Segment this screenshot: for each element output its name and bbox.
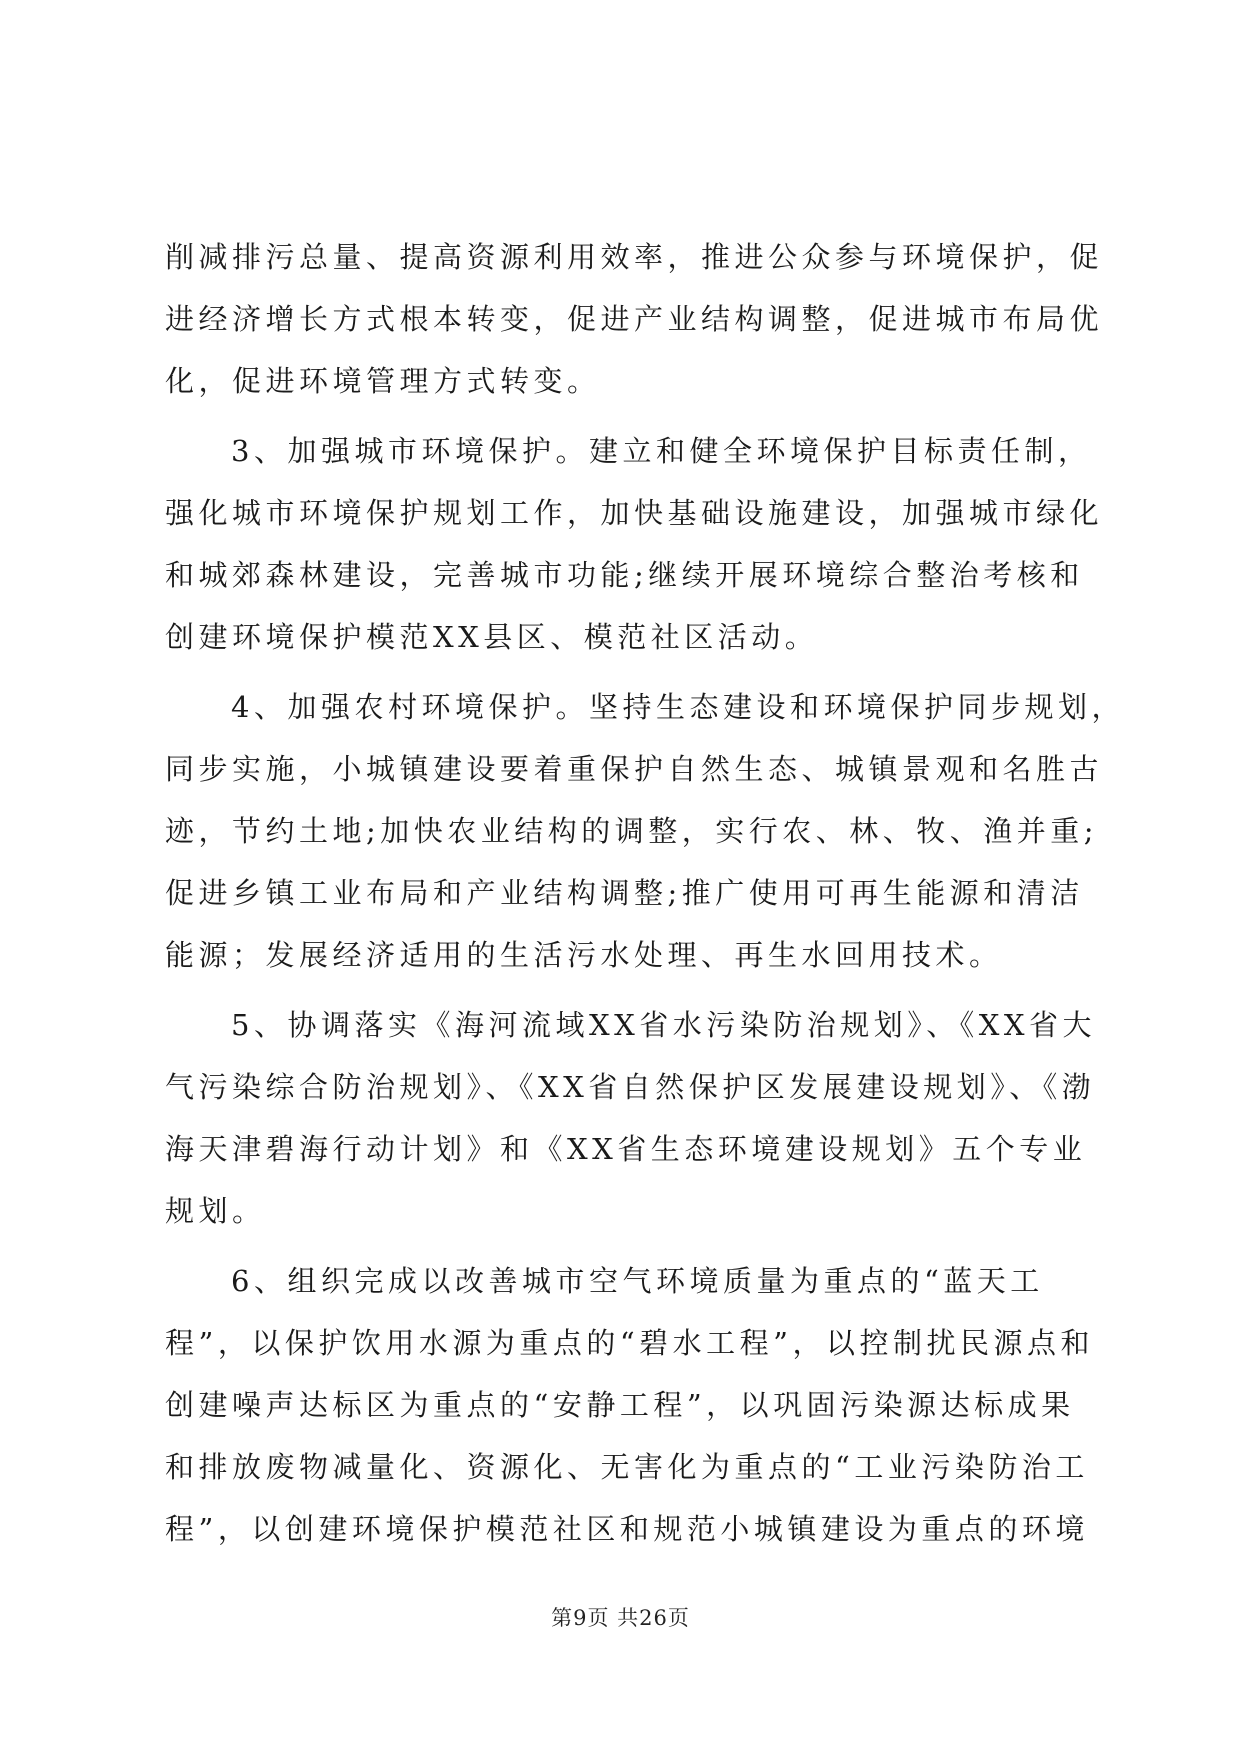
text-line: 和城郊森林建设，完善城市功能;继续开展环境综合整治考核和 — [165, 558, 1084, 592]
paragraph-item-4 — [165, 676, 1125, 986]
body-text — [165, 226, 1125, 1560]
text-line: 5、协调落实《海河流域XX省水污染防治规划》、《XX省大 — [231, 1008, 1097, 1042]
text-line: 创建环境保护模范XX县区、模范社区活动。 — [165, 620, 819, 654]
page-number-footer: 第9页 共26页 — [551, 1606, 690, 1630]
text-line: 程”，以创建环境保护模范社区和规范小城镇建设为重点的环境 — [165, 1512, 1089, 1546]
text-line: 气污染综合防治规划》、《XX省自然保护区发展建设规划》、《渤 — [165, 1070, 1096, 1104]
paragraph-item-6 — [165, 1250, 1094, 1560]
text-line: 3、加强城市环境保护。建立和健全环境保护目标责任制， — [231, 434, 1092, 468]
text-line: 程”，以保护饮用水源为重点的“碧水工程”，以控制扰民源点和 — [165, 1326, 1094, 1360]
text-line: 和排放废物减量化、资源化、无害化为重点的“工业污染防治工 — [165, 1450, 1089, 1484]
text-line: 促进乡镇工业布局和产业结构调整;推广使用可再生能源和清洁 — [165, 876, 1084, 910]
paragraph-continuation — [165, 226, 1104, 412]
text-line: 削减排污总量、提高资源利用效率，推进公众参与环境保护，促 — [165, 240, 1104, 274]
text-line: 创建噪声达标区为重点的“安静工程”，以巩固污染源达标成果 — [165, 1388, 1075, 1422]
text-line: 海天津碧海行动计划》和《XX省生态环境建设规划》五个专业 — [165, 1132, 1087, 1166]
text-line: 进经济增长方式根本转变，促进产业结构调整，促进城市布局优 — [165, 302, 1104, 336]
text-line: 规划。 — [165, 1194, 266, 1228]
text-line: 迹，节约土地;加快农业结构的调整，实行农、林、牧、渔并重; — [165, 814, 1099, 848]
paragraph-item-3 — [165, 420, 1104, 668]
paragraph-item-5 — [165, 994, 1097, 1242]
text-line: 化，促进环境管理方式转变。 — [165, 364, 601, 398]
text-line: 同步实施，小城镇建设要着重保护自然生态、城镇景观和名胜古 — [165, 752, 1104, 786]
text-line: 能源；发展经济适用的生活污水处理、再生水回用技术。 — [165, 938, 1003, 972]
text-line: 强化城市环境保护规划工作，加快基础设施建设，加强城市绿化 — [165, 496, 1104, 530]
text-line: 4、加强农村环境保护。坚持生态建设和环境保护同步规划， — [231, 690, 1125, 724]
text-line: 6、组织完成以改善城市空气环境质量为重点的“蓝天工 — [231, 1264, 1044, 1298]
